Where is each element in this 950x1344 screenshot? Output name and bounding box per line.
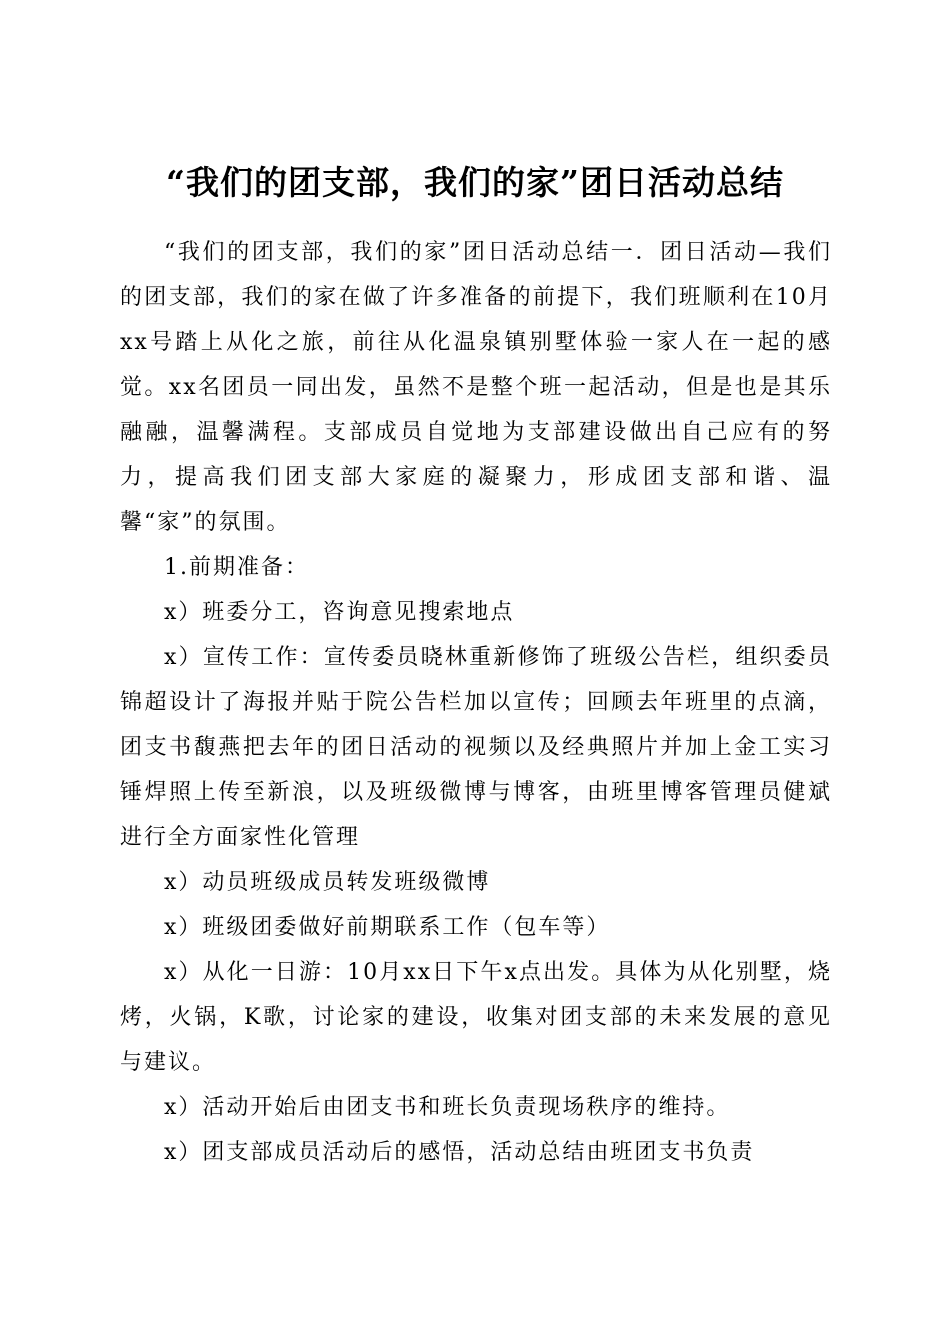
paragraph-contact: x）班级团委做好前期联系工作（包车等） [164, 915, 611, 940]
paragraph-trip: x）从化一日游：10月xx日下午x点出发。具体为从化别墅，烧烤，火锅，K歌，讨论家的建设，收集对团支部的未来发展的意见与建议。 [120, 960, 832, 1075]
paragraph-order: x）活动开始后由团支书和班长负责现场秩序的维持。 [164, 1095, 731, 1120]
paragraph-publicity: x）宣传工作：宣传委员晓林重新修饰了班级公告栏，组织委员锦超设计了海报并贴于院公告栏加以宣传；回顾去年班里的点滴，团支书馥燕把去年的团日活动的视频以及经典照片并加上金工实习锤焊照上传至新浪，以及班级微博与博客，由班里博客管理员健斌进行全方面家性化管理 [120, 645, 832, 850]
document-body [120, 230, 832, 1175]
paragraph-preparation-heading: 1.前期准备： [164, 555, 309, 580]
paragraph-task-division: x）班委分工，咨询意见搜索地点 [164, 600, 515, 625]
paragraph-summary: x）团支部成员活动后的感悟，活动总结由班团支书负责 [164, 1140, 755, 1165]
paragraph-intro: “我们的团支部，我们的家”团日活动总结一．团日活动—我们的团支部，我们的家在做了许多准备的前提下，我们班顺利在10月xx号踏上从化之旅，前往从化温泉镇别墅体验一家人在一起的感觉。xx名团员一同出发，虽然不是整个班一起活动，但是也是其乐融融，温馨满程。支部成员自觉地为支部建设做出自己应有的努力，提高我们团支部大家庭的凝聚力，形成团支部和谐、温馨“家”的氛围。 [120, 240, 832, 535]
document-title: “我们的团支部，我们的家”团日活动总结 [166, 163, 784, 203]
paragraph-weibo: x）动员班级成员转发班级微博 [164, 870, 491, 895]
